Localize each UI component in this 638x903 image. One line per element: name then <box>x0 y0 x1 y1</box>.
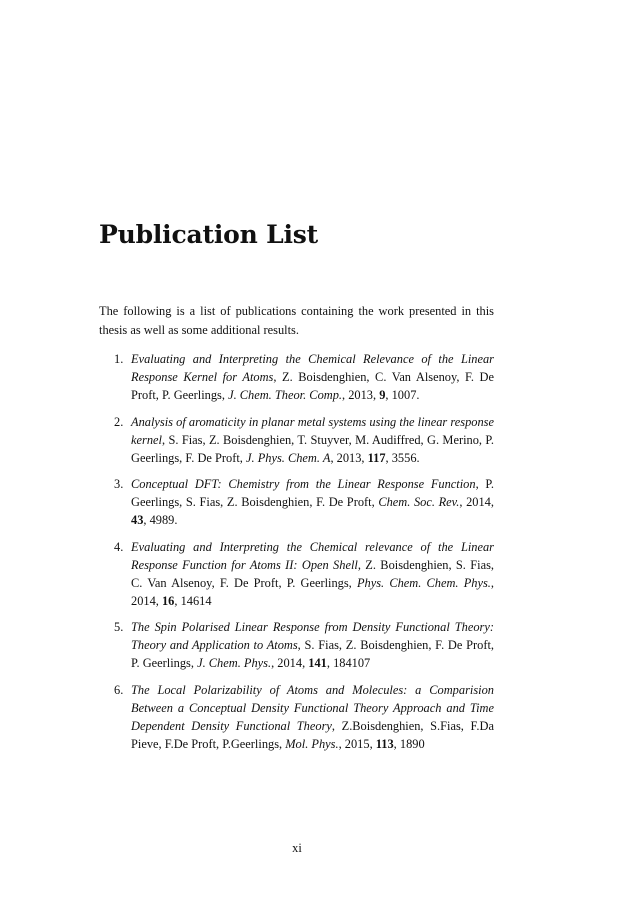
publication-title: Conceptual DFT: Chemistry from the Linear Response Function <box>131 477 476 491</box>
publication-authors: S. Fias, Z. Boisdenghien, F. De Proft, P. Geerlings, <box>131 638 494 670</box>
publication-pages: 3556. <box>391 450 420 465</box>
publication-year: 2013 <box>336 450 362 465</box>
publication-number: 4. <box>114 539 124 554</box>
publication-title: Analysis of aromaticity in planar metal systems using the linear response kernel <box>131 414 494 447</box>
publication-authors: P. Geerlings, S. Fias, Z. Boisdenghien, F. De Proft, <box>131 477 494 509</box>
publication-pages: 184107 <box>333 656 371 670</box>
publication-year: 2013 <box>348 388 373 402</box>
publication-journal: Chem. Soc. Rev. <box>378 495 460 509</box>
publication-item: 4. Evaluating and Interpreting the Chemical relevance of the Linear Response Function for Atoms II: Open Shell, Z. Boisdenghien, S. Fias, C. Van Alsenoy, F. De Proft, P. Geerlings, Phys. Chem. Chem. Phys., 2014, 16, 14614 <box>114 539 494 608</box>
publication-list <box>99 350 494 761</box>
publication-authors: Z. Boisdenghien, S. Fias, C. Van Alsenoy, F. De Proft, P. Geerlings, <box>131 557 494 590</box>
publication-item: 2. Analysis of aromaticity in planar metal systems using the linear response kernel, S. Fias, Z. Boisdenghien, T. Stuyver, M. Audiffred, G. Merino, P. Geerlings, F. De Proft, J. Phys. Chem. A, 2013, 117, 3556. <box>114 414 494 465</box>
publication-volume: 9 <box>379 388 386 402</box>
page-title: Publication List <box>99 220 318 249</box>
publication-title: Evaluating and Interpreting the Chemical relevance of the Linear Response Function for Atoms II: Open Shell <box>131 539 494 572</box>
publication-volume: 16 <box>161 593 175 608</box>
publication-year: 2014 <box>131 593 156 608</box>
publication-journal: Mol. Phys. <box>285 736 339 751</box>
publication-volume: 117 <box>367 450 386 465</box>
publication-title: The Local Polarizability of Atoms and Molecules: a Comparision Between a Conceptual Density Functional Theory Approach and Time Dependent Density Functional Theory <box>131 682 494 733</box>
publication-title: Evaluating and Interpreting the Chemical Relevance of the Linear Response Kernel for Atoms <box>131 352 494 384</box>
publication-pages: 14614 <box>180 593 212 608</box>
publication-number: 3. <box>114 477 124 491</box>
publication-item: 1. Evaluating and Interpreting the Chemical Relevance of the Linear Response Kernel for Atoms, Z. Boisdenghien, C. Van Alsenoy, F. De Proft, P. Geerlings, J. Chem. Theor. Comp., 2013, 9, 1007. <box>114 352 495 402</box>
publication-title: The Spin Polarised Linear Response from Density Functional Theory: Theory and Application to Atoms <box>131 620 494 652</box>
publication-number: 2. <box>114 414 124 429</box>
publication-journal: Phys. Chem. Chem. Phys. <box>356 575 491 590</box>
publication-volume: 141 <box>308 656 327 670</box>
publication-number: 6. <box>114 682 124 697</box>
publication-authors: Z. Boisdenghien, C. Van Alsenoy, F. De Proft, P. Geerlings, <box>131 370 495 402</box>
publication-journal: J. Chem. Theor. Comp. <box>228 388 343 402</box>
publication-year: 2014 <box>277 656 303 670</box>
publication-pages: 1890 <box>399 736 425 751</box>
publication-authors: S. Fias, Z. Boisdenghien, T. Stuyver, M. Audiffred, G. Merino, P. Geerlings, F. De Proft, <box>131 432 494 465</box>
publication-volume: 43 <box>131 513 144 527</box>
publication-pages: 4989. <box>149 513 178 527</box>
publication-volume: 113 <box>375 736 394 751</box>
publication-authors: Z.Boisdenghien, S.Fias, F.Da Pieve, F.De Proft, P.Geerlings, <box>131 718 494 751</box>
publication-year: 2014 <box>466 495 491 509</box>
publication-journal: J. Chem. Phys. <box>197 656 272 670</box>
publication-item: 6. The Local Polarizability of Atoms and Molecules: a Comparision Between a Conceptual Density Functional Theory Approach and Time Dependent Density Functional Theory, Z.Boisdenghien, S.Fias, F.Da Pieve, F.De Proft, P.Geerlings, Mol. Phys., 2015, 113, 1890 <box>114 682 494 751</box>
publication-pages: 1007. <box>391 388 420 402</box>
intro-paragraph: The following is a list of publications containing the work presented in this thesis as well as some additional results. <box>99 304 494 337</box>
publication-item: 3. Conceptual DFT: Chemistry from the Linear Response Function, P. Geerlings, S. Fias, Z. Boisdenghien, F. De Proft, Chem. Soc. Rev., 2014, 43, 4989. <box>114 477 494 527</box>
page-number: xi <box>292 841 302 855</box>
publication-number: 1. <box>114 352 124 366</box>
publication-journal: J. Phys. Chem. A <box>246 450 331 465</box>
publication-item: 5. The Spin Polarised Linear Response from Density Functional Theory: Theory and Application to Atoms, S. Fias, Z. Boisdenghien, F. De Proft, P. Geerlings, J. Chem. Phys., 2014, 141, 184107 <box>114 620 494 670</box>
publication-number: 5. <box>114 620 124 634</box>
publication-year: 2015 <box>344 736 370 751</box>
